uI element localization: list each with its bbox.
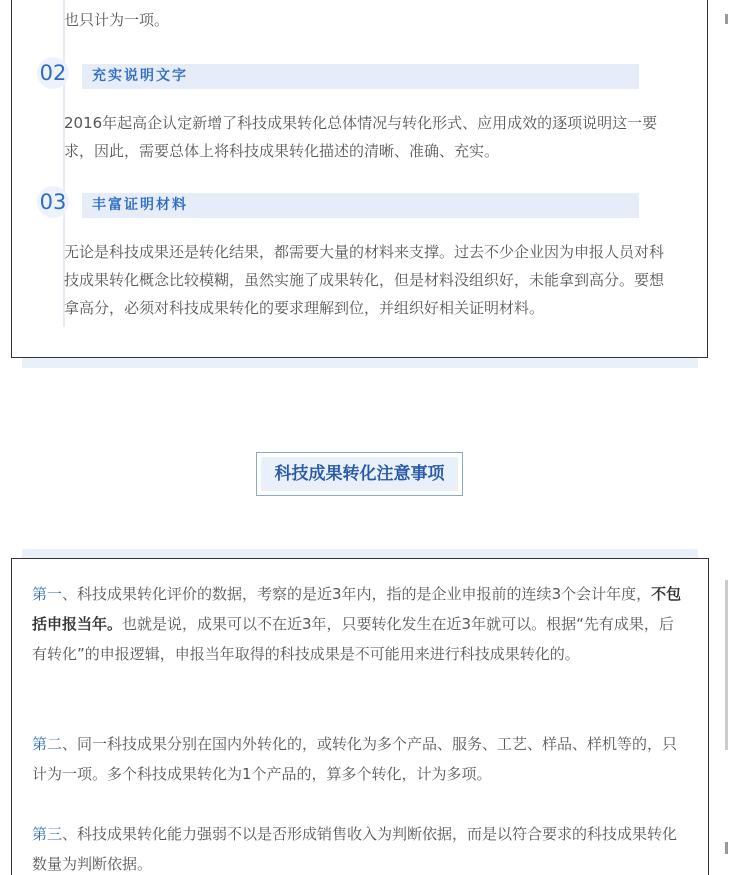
scrollbar-mark-bottom [725, 842, 728, 854]
scrollbar-mark-top [725, 14, 728, 24]
note-3-lead: 第三 [32, 825, 63, 843]
note-item-3 [32, 819, 688, 875]
note-2-text: 、同一科技成果分别在国内外转化的，或转化为多个产品、服务、工艺、样品、样机等的，只计为一项。多个科技成果转化为1个产品的，算多个转化，计为多项。 [32, 735, 678, 783]
note-1-emphasis: 不包括申报当年。 [32, 585, 682, 633]
section-2-title: 充实说明文字 [82, 64, 639, 89]
section-3-title: 丰富证明材料 [82, 193, 639, 218]
note-1-lead: 第一 [32, 585, 63, 603]
note-1-text-a: 、科技成果转化评价的数据，考察的是近3年内，指的是企业申报前的连续3个会计年度， [62, 585, 652, 603]
top-card [11, 0, 708, 358]
section-heading [256, 452, 463, 496]
divider-band-top [22, 358, 698, 368]
note-1-text-c: 也就是说，成果可以不在近3年，只要转化发生在近3年就可以。根据“先有成果，后有转化”的申报逻辑，申报当年取得的科技成果是不可能用来进行科技成果转化的。 [32, 615, 674, 663]
notes-card [11, 558, 709, 875]
section-3-number: 03 [37, 186, 69, 218]
scrollbar-thumb[interactable] [725, 580, 728, 750]
section-3-text: 无论是科技成果还是转化结果，都需要大量的材料来支撑。过去不少企业因为申报人员对科技成果转化概念比较模糊，虽然实施了成果转化，但是材料没组织好，未能拿到高分。要想拿高分，必须对科技成果转化的要求理解到位，并组织好相关证明材料。 [64, 243, 665, 317]
section-1-text-tail: 也只计为一项。 [64, 11, 170, 29]
note-3-text: 、科技成果转化能力强弱不以是否形成销售收入为判断依据，而是以符合要求的科技成果转化数量为判断依据。 [32, 825, 678, 873]
section-2-number: 02 [37, 57, 69, 89]
note-item-1 [32, 579, 688, 669]
note-item-2 [32, 729, 688, 789]
note-2-lead: 第二 [32, 735, 63, 753]
section-heading-title: 科技成果转化注意事项 [261, 457, 458, 491]
section-2-text: 2016年起高企认定新增了科技成果转化总体情况与转化形式、应用成效的逐项说明这一要求，因此，需要总体上将科技成果转化描述的清晰、准确、充实。 [64, 114, 658, 160]
scrollbar-track[interactable] [725, 0, 729, 875]
